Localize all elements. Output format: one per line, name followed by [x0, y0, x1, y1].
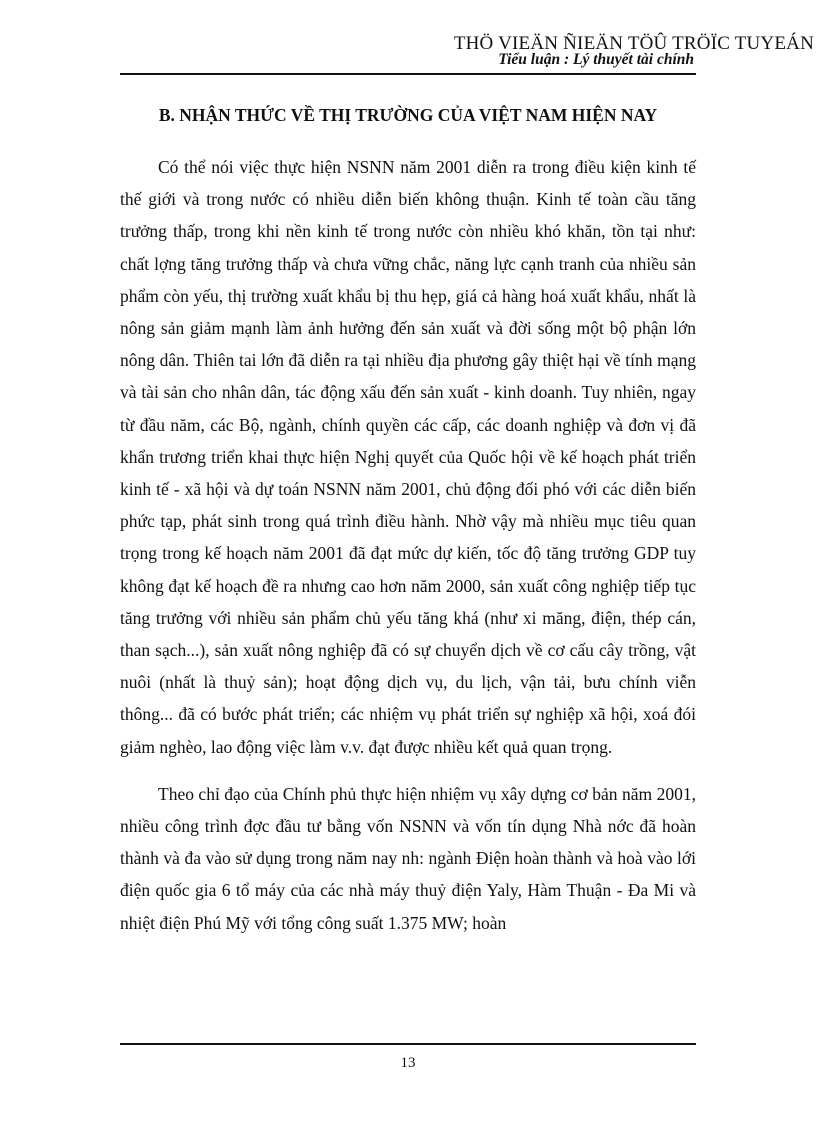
section-title: B. NHẬN THỨC VỀ THỊ TRƯỜNG CỦA VIỆT NAM HIỆN NAY: [158, 105, 658, 125]
page-number: 13: [400, 1055, 416, 1071]
running-head: Tiểu luận : Lý thuyết tài chính: [498, 51, 694, 68]
library-watermark: THÖ VIEÄN ÑIEÄN TÖÛ TRÖÏC TUYEÁN: [453, 33, 814, 54]
paragraph: Có thể nói việc thực hiện NSNN năm 2001 diễn ra trong điều kiện kinh tế thế giới và trong nước có nhiều diễn biến không thuận. Kinh tế toàn cầu tăng trưởng thấp, trong khi nền kinh tế trong nước còn nhiều khó khăn, tồn tại như: chất lợng tăng trưởng thấp và chưa vững chắc, năng lực cạnh tranh của nhiều sản phẩm còn yếu, thị trường xuất khẩu bị thu hẹp, giá cả hàng hoá xuất khẩu, nhất là nông sản giảm mạnh làm ảnh hưởng đến sản xuất và đời sống một bộ phận lớn nông dân. Thiên tai lớn đã diễn ra tại nhiều địa phương gây thiệt hại về tính mạng và tài sản cho nhân dân, tác động xấu đến sản xuất - kinh doanh. Tuy nhiên, ngay từ đầu năm, các Bộ, ngành, chính quyền các cấp, các doanh nghiệp và đơn vị đã khẩn trương triển khai thực hiện Nghị quyết của Quốc hội về kế hoạch phát triển kinh tế - xã hội và dự toán NSNN năm 2001, chủ động đối phó với các diễn biến phức tạp, phát sinh trong quá trình điều hành. Nhờ vậy mà nhiều mục tiêu quan trọng trong kế hoạch năm 2001 đã đạt mức dự kiến, tốc độ tăng trưởng GDP tuy không đạt kế hoạch đề ra nhưng cao hơn năm 2000, sản xuất công nghiệp tiếp tục tăng trưởng với nhiều sản phẩm chủ yếu tăng khá (như xi măng, điện, thép cán, than sạch...), sản xuất nông nghiệp đã có sự chuyển dịch về cơ cấu cây trồng, vật nuôi (nhất là thuỷ sản); hoạt động dịch vụ, du lịch, vận tải, bưu chính viễn thông... đã có bước phát triển; các nhiệm vụ phát triển sự nghiệp xã hội, xoá đói giảm nghèo, lao động việc làm v.v. đạt được nhiều kết quả quan trọng.: [120, 157, 696, 757]
body-text: [120, 151, 696, 939]
header-rule: [120, 73, 696, 75]
footer-rule: [120, 1043, 696, 1045]
paragraph: Theo chỉ đạo của Chính phủ thực hiện nhiệm vụ xây dựng cơ bản năm 2001, nhiều công trình đợc đầu tư bằng vốn NSNN và vốn tín dụng Nhà nớc đã hoàn thành và đa vào sử dụng trong năm nay nh: ngành Điện hoàn thành và hoà vào lới điện quốc gia 6 tổ máy của các nhà máy thuỷ điện Yaly, Hàm Thuận - Đa Mi và nhiệt điện Phú Mỹ với tổng công suất 1.375 MW; hoàn: [120, 783, 696, 933]
